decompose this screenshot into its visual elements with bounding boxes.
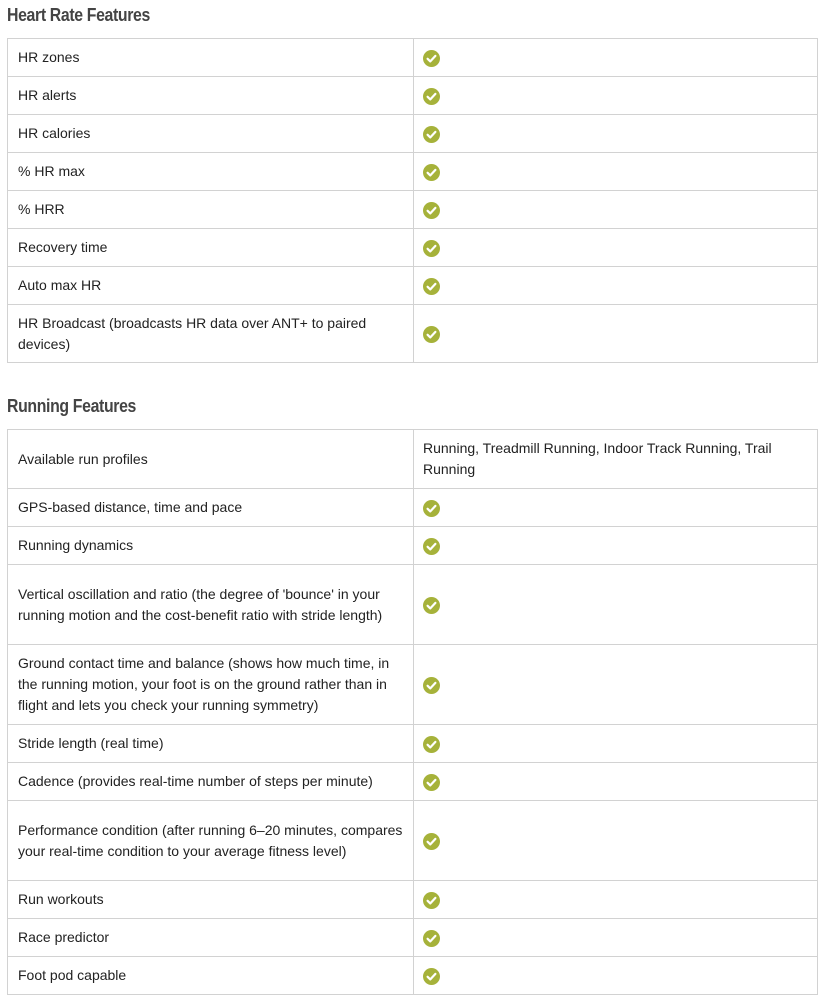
check-icon xyxy=(423,500,440,517)
feature-value xyxy=(414,527,818,565)
feature-value xyxy=(414,763,818,801)
table-row xyxy=(8,430,818,489)
feature-name: Performance condition (after running 6–20 minutes, compares your real-time condition to your average fitness level) xyxy=(8,801,414,881)
feature-value: Running, Treadmill Running, Indoor Track Running, Trail Running xyxy=(414,430,818,489)
feature-value xyxy=(414,957,818,995)
table-row xyxy=(8,957,818,995)
table-row xyxy=(8,763,818,801)
feature-name: GPS-based distance, time and pace xyxy=(8,489,414,527)
table-row xyxy=(8,191,818,229)
feature-name: Vertical oscillation and ratio (the degree of 'bounce' in your running motion and the cost-benefit ratio with stride length) xyxy=(8,565,414,645)
check-icon xyxy=(423,538,440,555)
feature-value xyxy=(414,801,818,881)
running-features-table xyxy=(7,429,818,995)
check-icon xyxy=(423,892,440,909)
table-row xyxy=(8,565,818,645)
feature-name: % HR max xyxy=(8,153,414,191)
table-row xyxy=(8,153,818,191)
table-row xyxy=(8,229,818,267)
table-row xyxy=(8,39,818,77)
feature-name: Auto max HR xyxy=(8,267,414,305)
table-row xyxy=(8,919,818,957)
feature-value xyxy=(414,565,818,645)
feature-value xyxy=(414,153,818,191)
table-row xyxy=(8,527,818,565)
feature-value xyxy=(414,229,818,267)
check-icon xyxy=(423,736,440,753)
feature-value xyxy=(414,77,818,115)
feature-value xyxy=(414,191,818,229)
table-row xyxy=(8,267,818,305)
feature-name: Stride length (real time) xyxy=(8,725,414,763)
check-icon xyxy=(423,50,440,67)
check-icon xyxy=(423,240,440,257)
check-icon xyxy=(423,677,440,694)
feature-value xyxy=(414,919,818,957)
check-icon xyxy=(423,88,440,105)
feature-name: Run workouts xyxy=(8,881,414,919)
heart-rate-features-table xyxy=(7,38,818,363)
table-row xyxy=(8,645,818,725)
check-icon xyxy=(423,833,440,850)
heart-rate-features-title: Heart Rate Features xyxy=(7,5,150,25)
feature-name: Race predictor xyxy=(8,919,414,957)
feature-name: HR calories xyxy=(8,115,414,153)
check-icon xyxy=(423,774,440,791)
check-icon xyxy=(423,930,440,947)
table-row xyxy=(8,881,818,919)
check-icon xyxy=(423,202,440,219)
check-icon xyxy=(423,968,440,985)
feature-name: Cadence (provides real-time number of steps per minute) xyxy=(8,763,414,801)
table-row xyxy=(8,77,818,115)
feature-value xyxy=(414,115,818,153)
check-icon xyxy=(423,126,440,143)
feature-name: Available run profiles xyxy=(8,430,414,489)
running-features-title: Running Features xyxy=(7,396,137,416)
feature-value xyxy=(414,645,818,725)
check-icon xyxy=(423,278,440,295)
feature-name: Foot pod capable xyxy=(8,957,414,995)
check-icon xyxy=(423,326,440,343)
feature-value xyxy=(414,39,818,77)
table-row xyxy=(8,305,818,363)
feature-name: Recovery time xyxy=(8,229,414,267)
feature-value xyxy=(414,881,818,919)
feature-value xyxy=(414,725,818,763)
table-row xyxy=(8,489,818,527)
check-icon xyxy=(423,164,440,181)
table-row xyxy=(8,801,818,881)
feature-value xyxy=(414,305,818,363)
feature-value xyxy=(414,267,818,305)
feature-name: HR zones xyxy=(8,39,414,77)
feature-name: Running dynamics xyxy=(8,527,414,565)
check-icon xyxy=(423,597,440,614)
table-row xyxy=(8,725,818,763)
feature-value xyxy=(414,489,818,527)
feature-name: Ground contact time and balance (shows how much time, in the running motion, your foot is on the ground rather than in flight and lets you check your running symmetry) xyxy=(8,645,414,725)
feature-name: HR alerts xyxy=(8,77,414,115)
feature-name: % HRR xyxy=(8,191,414,229)
table-row xyxy=(8,115,818,153)
feature-name: HR Broadcast (broadcasts HR data over ANT+ to paired devices) xyxy=(8,305,414,363)
